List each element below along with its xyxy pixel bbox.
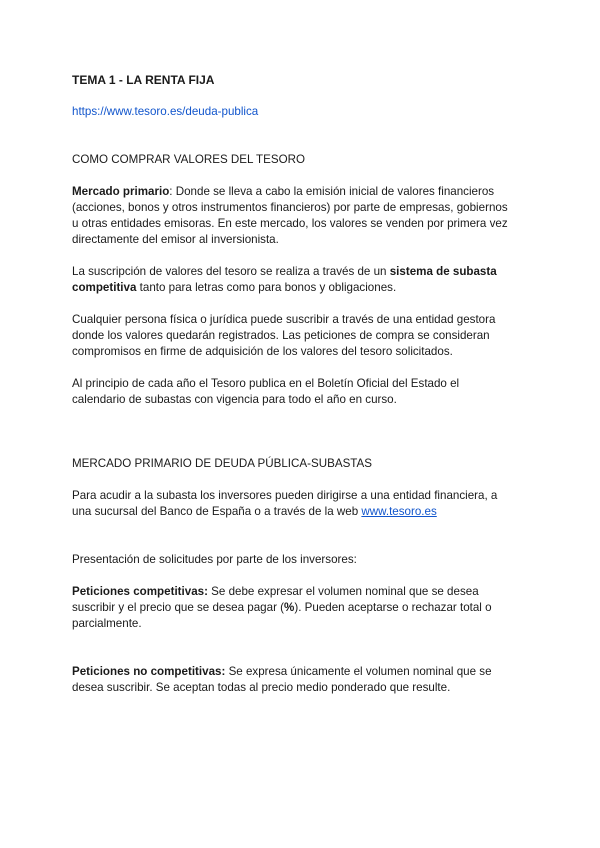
text-line: Para acudir a la subasta los inversores pueden dirigirse a una entidad financiera, a (72, 489, 498, 502)
term-mercado-primario: Mercado primario (72, 185, 170, 198)
text-line: directamente del emisor al inversionista. (72, 233, 279, 246)
section-heading-comprar: COMO COMPRAR VALORES DEL TESORO (72, 153, 305, 166)
section-heading-subastas: MERCADO PRIMARIO DE DEUDA PÚBLICA-SUBASTAS (72, 457, 372, 470)
text-line: (acciones, bonos y otros instrumentos financieros) por parte de empresas, gobiernos (72, 201, 508, 214)
term-peticiones-competitivas: Peticiones competitivas: (72, 585, 208, 598)
paragraph-presentacion: Presentación de solicitudes por parte de los inversores: (72, 553, 357, 566)
text-line: : Donde se lleva a cabo la emisión inicial de valores financieros (169, 185, 495, 198)
text-line: Se debe expresar el volumen nominal que se desea (207, 585, 479, 598)
text-line: tanto para letras como para bonos y obligaciones. (136, 281, 397, 294)
text-line: donde los valores quedarán registrados. Las peticiones de compra se consideran (72, 329, 490, 342)
text-line: calendario de subastas con vigencia para todo el año en curso. (72, 393, 397, 406)
text-line: ). Pueden aceptarse o rechazar total o (294, 601, 492, 614)
text-line: desea suscribir. Se aceptan todas al precio medio ponderado que resulte. (72, 681, 451, 694)
text-line: Se expresa únicamente el volumen nominal que se (225, 665, 492, 678)
source-url-link[interactable]: https://www.tesoro.es/deuda-publica (72, 105, 259, 118)
text-line: Al principio de cada año el Tesoro publica en el Boletín Oficial del Estado el (72, 377, 460, 390)
tesoro-link[interactable]: www.tesoro.es (361, 505, 437, 518)
term-sistema-subasta: sistema de subasta (389, 265, 497, 278)
text-line: parcialmente. (72, 617, 142, 630)
text-line: La suscripción de valores del tesoro se realiza a través de un (72, 265, 390, 278)
term-peticiones-no-competitivas: Peticiones no competitivas: (72, 665, 226, 678)
term-percent: % (284, 601, 295, 614)
text-line: suscribir y el precio que se desea pagar ( (72, 601, 285, 614)
term-competitiva: competitiva (72, 281, 137, 294)
text-line: u otras entidades emisoras. En este mercado, los valores se venden por primera vez (72, 217, 508, 230)
text-line: Cualquier persona física o jurídica puede suscribir a través de una entidad gestora (72, 313, 496, 326)
document-title: TEMA 1 - LA RENTA FIJA (72, 73, 215, 87)
text-line: una sucursal del Banco de España o a través de la web (72, 505, 362, 518)
text-line: compromisos en firme de adquisición de los valores del tesoro solicitados. (72, 345, 453, 358)
